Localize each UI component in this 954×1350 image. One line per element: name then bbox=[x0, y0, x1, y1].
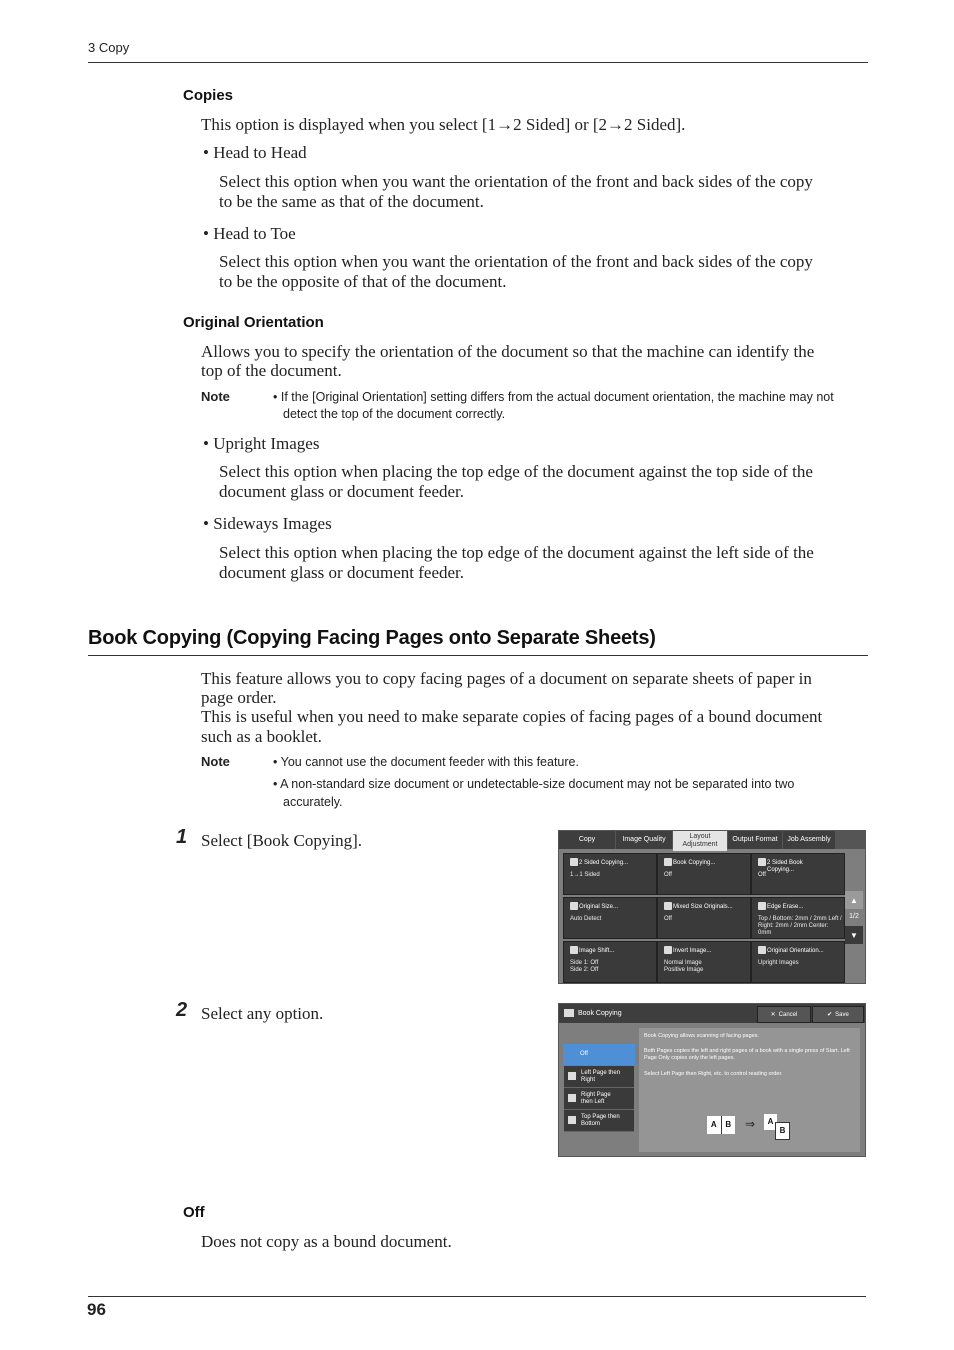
book-icon bbox=[664, 858, 672, 866]
book-page-icon bbox=[568, 1094, 576, 1102]
image-shift-button[interactable] bbox=[563, 941, 657, 983]
button-value: Normal Image Positive Image bbox=[664, 960, 704, 973]
image-shift-icon bbox=[570, 946, 578, 954]
option-left-then-right[interactable] bbox=[564, 1066, 634, 1088]
mixed-size-originals-button[interactable] bbox=[657, 897, 751, 939]
option-desc: Select this option when you want the orientation of the front and back sides of the copy bbox=[219, 252, 813, 271]
note-line: You cannot use the document feeder with this feature. bbox=[280, 755, 579, 769]
button-value: Top / Bottom: 2mm / 2mm Left / Right: 2mm / 2mm Center: 0mm bbox=[758, 916, 842, 936]
off-heading: Off bbox=[183, 1204, 205, 1221]
book-paragraph: such as a booklet. bbox=[201, 727, 322, 746]
button-title: Invert Image... bbox=[673, 948, 712, 954]
invert-image-button[interactable] bbox=[657, 941, 751, 983]
option-right-then-left[interactable] bbox=[564, 1088, 634, 1110]
button-title: Mixed Size Originals... bbox=[673, 904, 733, 910]
page-b: B bbox=[725, 1120, 732, 1129]
save-button[interactable] bbox=[812, 1006, 864, 1023]
original-orientation-button[interactable] bbox=[751, 941, 845, 983]
original-size-button[interactable] bbox=[563, 897, 657, 939]
copies-intro: This option is displayed when you select [1→2 Sided] or [2→2 Sided]. bbox=[201, 115, 686, 134]
step-text: Select any option. bbox=[201, 1004, 324, 1023]
orientation-intro: top of the document. bbox=[201, 361, 342, 380]
button-title: 2 Sided Book Copying... bbox=[767, 860, 803, 873]
tab-image-quality[interactable] bbox=[616, 831, 672, 849]
tab-output-format[interactable] bbox=[728, 831, 782, 849]
option-off[interactable] bbox=[563, 1044, 635, 1065]
book-spread-diagram bbox=[707, 1116, 735, 1134]
note-text: accurately. bbox=[283, 795, 343, 809]
footer-rule bbox=[88, 1296, 866, 1297]
bullet-head-to-head: • Head to Head bbox=[203, 143, 307, 162]
info-text: Select Left Page then Right, etc. to control reading order. bbox=[644, 1071, 783, 1077]
option-label: Off bbox=[580, 1051, 588, 1057]
scroll-down-button[interactable] bbox=[845, 926, 863, 944]
button-value: Auto Detect bbox=[570, 916, 602, 922]
two-sided-copying-button[interactable] bbox=[563, 853, 657, 895]
option-desc: Select this option when you want the orientation of the front and back sides of the copy bbox=[219, 172, 813, 191]
two-sided-book-copying-button[interactable] bbox=[751, 853, 845, 895]
cancel-button[interactable] bbox=[757, 1006, 811, 1023]
original-size-icon bbox=[570, 902, 578, 910]
tab-job-assembly[interactable] bbox=[783, 831, 835, 849]
option-desc: document glass or document feeder. bbox=[219, 482, 465, 501]
note-text: detect the top of the document correctly. bbox=[283, 407, 506, 421]
arrow-right-icon: ⇒ bbox=[745, 1117, 756, 1131]
cancel-label: Cancel bbox=[778, 1011, 798, 1018]
button-value: Off bbox=[664, 872, 672, 878]
bullet-upright: • Upright Images bbox=[203, 434, 320, 453]
button-value: Off bbox=[664, 916, 672, 922]
two-sided-icon bbox=[570, 858, 578, 866]
book-paragraph: This is useful when you need to make separate copies of facing pages of a bound document bbox=[201, 707, 823, 726]
chapter-label: 3 Copy bbox=[88, 40, 130, 55]
button-value: 1→1 Sided bbox=[570, 872, 600, 878]
option-desc: Select this option when placing the top edge of the document against the left side of the bbox=[219, 543, 814, 562]
section-heading: Book Copying (Copying Facing Pages onto Separate Sheets) bbox=[88, 627, 656, 649]
copy-layout-screen bbox=[558, 830, 866, 984]
page-number: 96 bbox=[87, 1300, 106, 1319]
edge-erase-button[interactable] bbox=[751, 897, 845, 939]
tab-label: Image Quality bbox=[622, 836, 666, 843]
note-label: Note bbox=[201, 389, 230, 404]
option-label: Upright Images bbox=[213, 434, 320, 453]
option-desc: Select this option when placing the top edge of the document against the top side of the bbox=[219, 462, 813, 481]
option-label: Head to Head bbox=[213, 143, 307, 162]
note-text: • If the [Original Orientation] setting differs from the actual document orientation, the machine may not bbox=[273, 390, 834, 404]
step-number: 1 bbox=[176, 826, 188, 848]
option-top-then-bottom[interactable] bbox=[564, 1110, 634, 1132]
button-value: Side 1: Off Side 2: Off bbox=[570, 960, 599, 973]
book-paragraph: This feature allows you to copy facing pages of a document on separate sheets of paper in bbox=[201, 669, 812, 688]
note-label: Note bbox=[201, 754, 230, 769]
step-text: Select [Book Copying]. bbox=[201, 831, 363, 850]
button-value: Upright Images bbox=[758, 960, 799, 966]
separated-page-a: A bbox=[764, 1114, 777, 1130]
scroll-up-button[interactable] bbox=[845, 891, 863, 909]
option-desc: document glass or document feeder. bbox=[219, 563, 465, 582]
edge-erase-icon bbox=[758, 902, 766, 910]
tab-label: Copy bbox=[578, 836, 596, 843]
book-icon bbox=[564, 1009, 574, 1017]
button-title: Original Size... bbox=[579, 904, 619, 910]
tab-copy[interactable] bbox=[559, 831, 615, 849]
option-label: Right Page then Left bbox=[581, 1092, 611, 1105]
tab-label: Job Assembly bbox=[787, 836, 831, 843]
check-icon: ✔ bbox=[827, 1012, 833, 1018]
option-desc: to be the same as that of the document. bbox=[219, 192, 484, 211]
section-rule bbox=[88, 655, 868, 656]
mixed-size-icon bbox=[664, 902, 672, 910]
option-label: Left Page then Right bbox=[581, 1070, 621, 1083]
info-text: Both Pages copies the left and right pages of a book with a single press of Start. Left Page Only copies only the left pages. bbox=[644, 1048, 850, 1061]
chevron-down-icon: ▼ bbox=[850, 930, 858, 940]
invert-image-icon bbox=[664, 946, 672, 954]
screen-title: Book Copying bbox=[578, 1010, 622, 1017]
option-label: Sideways Images bbox=[213, 514, 332, 533]
option-label: Head to Toe bbox=[213, 224, 296, 243]
page-indicator: 1/2 bbox=[849, 913, 859, 920]
note-line: A non-standard size document or undetectable-size document may not be separated into two bbox=[280, 777, 795, 791]
button-title: Image Shift... bbox=[579, 948, 615, 954]
book-paragraph: page order. bbox=[201, 688, 277, 707]
bullet-sideways: • Sideways Images bbox=[203, 514, 332, 533]
tab-label: Layout Adjustment bbox=[682, 833, 718, 848]
save-label: Save bbox=[835, 1011, 849, 1018]
option-desc: to be the opposite of that of the document. bbox=[219, 272, 507, 291]
page-a: A bbox=[707, 1116, 722, 1134]
copies-heading: Copies bbox=[183, 87, 234, 104]
book-icon bbox=[758, 858, 766, 866]
book-copying-screen bbox=[558, 1003, 866, 1157]
button-title: Book Copying... bbox=[673, 860, 716, 866]
button-title: 2 Sided Copying... bbox=[579, 860, 629, 866]
book-copying-button[interactable] bbox=[657, 853, 751, 895]
orientation-icon bbox=[758, 946, 766, 954]
off-description: Does not copy as a bound document. bbox=[201, 1232, 452, 1251]
book-page-icon bbox=[568, 1116, 576, 1124]
separated-page-b: B bbox=[775, 1122, 790, 1140]
button-title: Edge Erase... bbox=[767, 904, 804, 910]
info-text: Book Copying allows scanning of facing pages. bbox=[644, 1033, 759, 1039]
tab-layout-adjustment[interactable] bbox=[673, 831, 727, 851]
step-number: 2 bbox=[176, 999, 188, 1021]
chevron-up-icon: ▲ bbox=[850, 895, 858, 905]
close-icon: ✕ bbox=[770, 1012, 776, 1018]
note-text: • You cannot use the document feeder with this feature. bbox=[273, 755, 579, 769]
orientation-intro: Allows you to specify the orientation of the document so that the machine can identify the bbox=[201, 342, 815, 361]
tab-label: Output Format bbox=[732, 836, 778, 843]
book-page-icon bbox=[568, 1072, 576, 1080]
orientation-heading: Original Orientation bbox=[183, 314, 324, 331]
header-rule bbox=[88, 62, 868, 63]
note-line: If the [Original Orientation] setting differs from the actual document orientation, the machine may not bbox=[280, 390, 834, 404]
option-label: Top Page then Bottom bbox=[581, 1114, 620, 1127]
info-panel bbox=[639, 1028, 860, 1152]
button-value: Off bbox=[758, 872, 766, 878]
button-title: Original Orientation... bbox=[767, 948, 824, 954]
bullet-head-to-toe: • Head to Toe bbox=[203, 224, 296, 243]
note-text: • A non-standard size document or undetectable-size document may not be separated into two bbox=[273, 777, 795, 791]
